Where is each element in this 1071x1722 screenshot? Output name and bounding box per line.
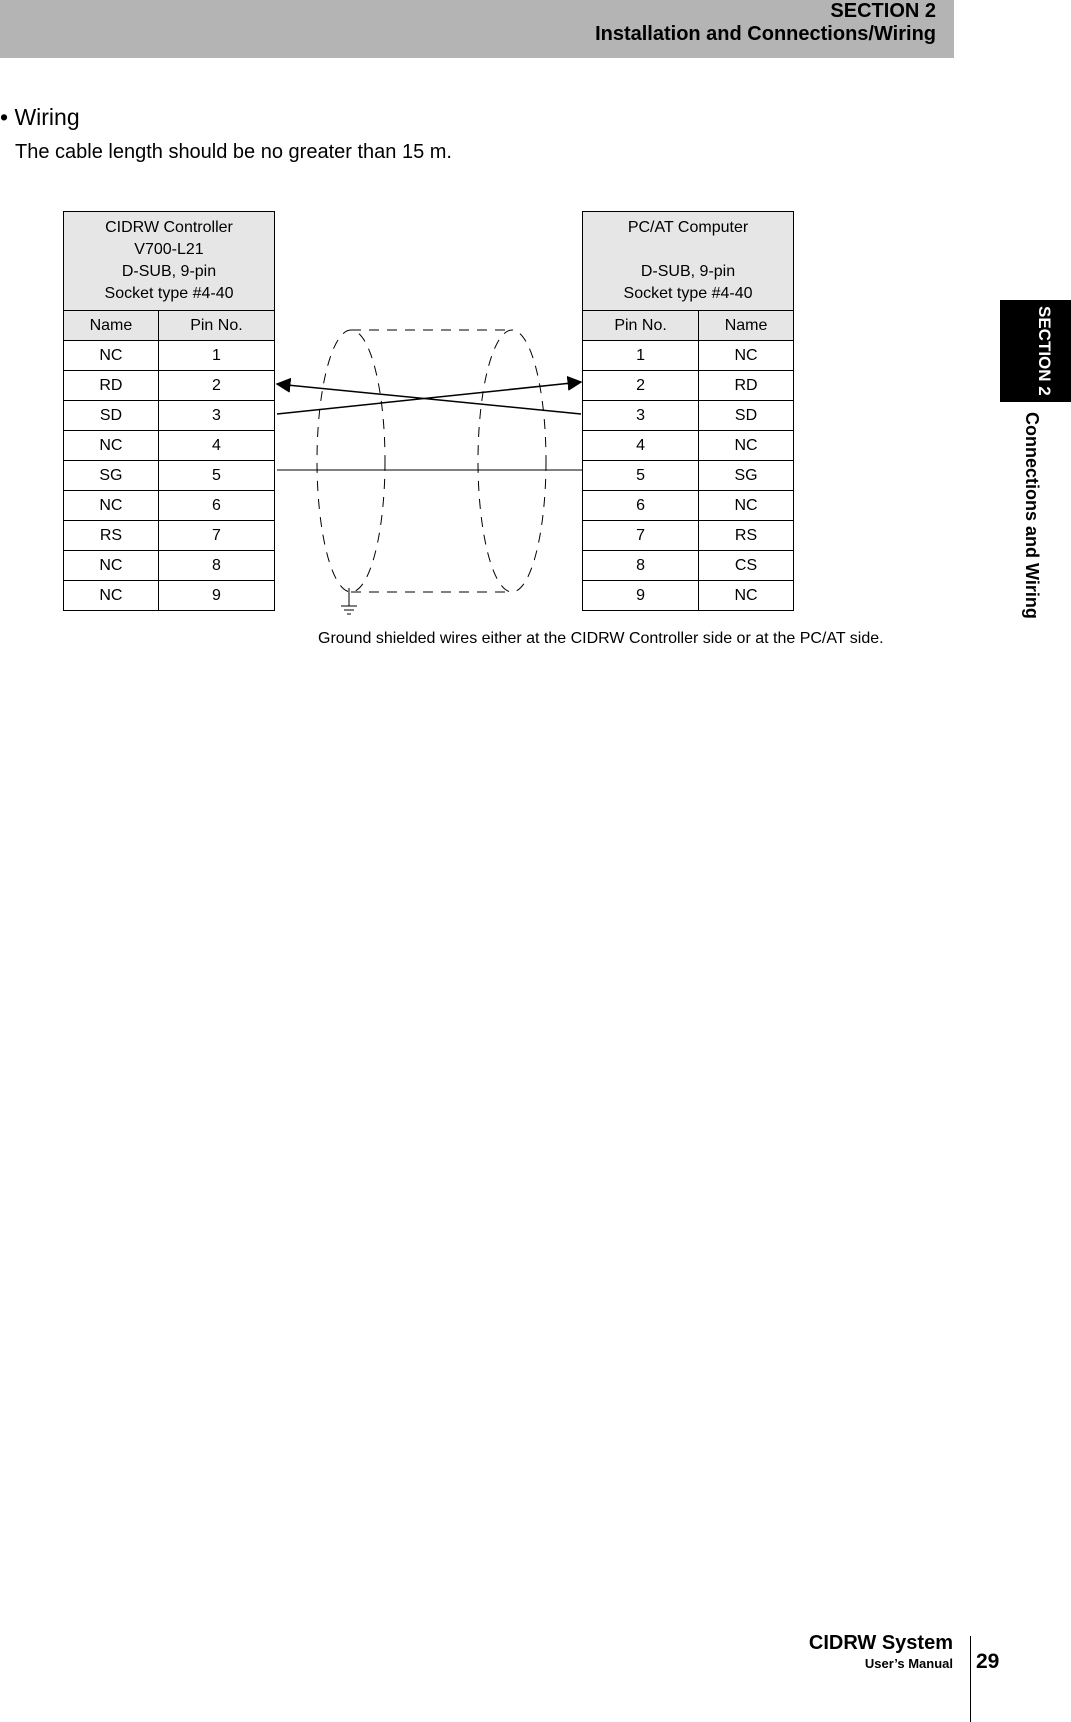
pin-number-cell: 1 [583,341,699,371]
pin-name-cell: NC [699,581,794,611]
pin-number-cell: 5 [583,461,699,491]
footer-manual-label: User’s Manual [864,1656,953,1671]
pin-name-cell: NC [699,341,794,371]
pin-name-cell: NC [699,431,794,461]
cable-length-text: The cable length should be no greater than 15 m. [15,141,452,163]
pin-name-cell: NC [64,341,159,371]
pin-name-cell: NC [64,581,159,611]
wiring-heading: • Wiring [0,104,80,130]
ground-note: Ground shielded wires either at the CIDRW Controller side or at the PC/AT side. [318,630,884,647]
shield-left-ellipse [317,330,385,592]
pin-name-cell: NC [64,551,159,581]
controller-title-line: D-SUB, 9-pin [121,263,217,280]
pin-number-cell: 4 [583,431,699,461]
pin-name-cell: RD [64,371,159,401]
pc-title-line: Socket type #4-40 [623,285,753,302]
controller-title-line: Socket type #4-40 [104,285,234,302]
pin-number-cell: 2 [583,371,699,401]
pin-name-cell: SD [64,401,159,431]
pin-number-cell: 7 [583,521,699,551]
pin-number-cell: 3 [158,401,274,431]
pin-number-cell: 9 [583,581,699,611]
pin-name-cell: SD [699,401,794,431]
footer-divider [970,1636,971,1722]
pin-name-cell: RS [64,521,159,551]
side-section-label: SECTION 2 [1035,306,1054,396]
header-section-label: SECTION 2 [830,0,936,22]
pin-number-cell: 5 [158,461,274,491]
col-header-pin: Pin No. [583,311,699,341]
controller-title-line: CIDRW Controller [105,219,233,236]
wiring-diagram [0,0,1071,700]
pin-number-cell: 4 [158,431,274,461]
controller-title-line: V700-L21 [134,241,204,258]
pin-number-cell: 6 [158,491,274,521]
pin-number-cell: 9 [158,581,274,611]
col-header-name: Name [699,311,794,341]
side-section-title: Connections and Wiring [1022,412,1042,619]
pin-number-cell: 8 [158,551,274,581]
pin-number-cell: 2 [158,371,274,401]
pin-name-cell: SG [64,461,159,491]
pin-name-cell: CS [699,551,794,581]
pin-name-cell: NC [64,431,159,461]
pin-name-cell: NC [64,491,159,521]
pin-name-cell: SG [699,461,794,491]
pin-name-cell: RD [699,371,794,401]
col-header-name: Name [64,311,159,341]
pin-number-cell: 7 [158,521,274,551]
col-header-pin: Pin No. [158,311,274,341]
shield-right-ellipse [478,330,546,592]
pc-title-line: PC/AT Computer [627,219,749,236]
pin-name-cell: RS [699,521,794,551]
pin-number-cell: 6 [583,491,699,521]
page-number: 29 [976,1650,1000,1673]
pin-number-cell: 3 [583,401,699,431]
footer-system-name: CIDRW System [808,1632,953,1654]
pc-title-line: D-SUB, 9-pin [640,263,736,280]
header-title: Installation and Connections/Wiring [595,23,936,45]
pin-number-cell: 8 [583,551,699,581]
pin-name-cell: NC [699,491,794,521]
pin-number-cell: 1 [158,341,274,371]
